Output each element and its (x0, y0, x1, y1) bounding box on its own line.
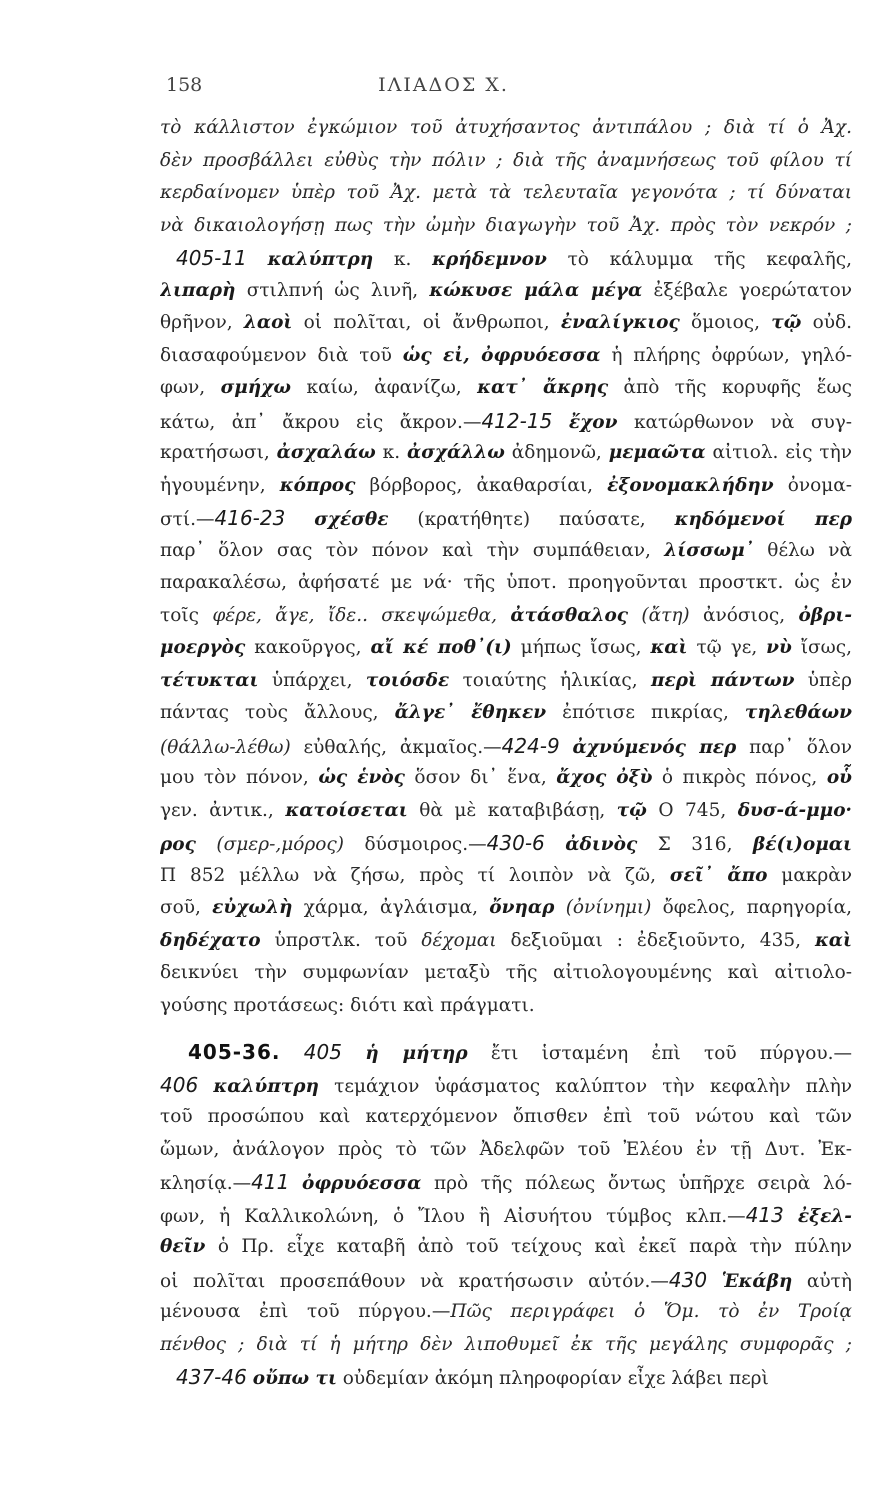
keyword: τῷ (771, 312, 802, 333)
keyword: ὡς εἰ, ὀφρυόεσσα (402, 344, 601, 366)
italic-text: (θάλλω-λέθω) (160, 736, 291, 758)
text: ὀνομα- (773, 474, 852, 496)
text-line (160, 795, 852, 828)
text: δύσμοιρος.— (343, 834, 487, 855)
text-line (160, 925, 852, 958)
keyword: ἀχνύμενός περ (572, 736, 737, 758)
text: κατώρθωνον νὰ συγ- (617, 411, 852, 433)
keyword: εὐχωλὴ (212, 897, 293, 918)
text: μου τὸν πόνον, (160, 767, 319, 788)
text-line (160, 112, 852, 145)
line-reference: 424-9 (501, 733, 560, 758)
page-header (0, 74, 887, 104)
text-line (160, 1264, 852, 1297)
text: ἀπὸ τῆς κορυφῆς ἕως (608, 377, 852, 398)
text: τὸ κάλυμμα τῆς κεφαλῆς, (546, 249, 852, 270)
line-reference: 430-6 (486, 831, 545, 855)
keyword: λιπαρὴ (160, 279, 236, 301)
text: δεικνύει τὴν συμφωνίαν μεταξὺ τῆς αἰτιολογουμένης καὶ αἰτιολο- (160, 962, 852, 983)
keyword: αἴ κέ ποθ᾽(ι) (370, 637, 512, 658)
text-line (160, 1361, 852, 1394)
text (280, 1043, 303, 1064)
text: καίω, ἀφανίζω, (291, 377, 478, 398)
text: θέλω νὰ (753, 539, 852, 561)
text: μήπως ἴσως, (511, 637, 651, 658)
text: χάρμα, ἀγλάισμα, (292, 897, 490, 918)
keyword: κατοίσεται (285, 799, 408, 821)
text: ὄφελος, παρηγορία, (651, 897, 852, 918)
text-line (160, 1134, 852, 1167)
text-line (160, 600, 852, 633)
keyword: νὺ (766, 637, 792, 658)
text: οὐδεμίαν ἀκόμη πληροφορίαν εἶχε λάβει περὶ (336, 1368, 769, 1389)
text-line (160, 242, 852, 275)
text (497, 605, 510, 626)
italic-text: (ἄτη) (641, 604, 690, 626)
text: οἱ πολῖται, οἱ ἄνθρωποι, (292, 312, 561, 333)
keyword: σεῖ᾽ ἄπο (669, 864, 768, 886)
keyword: ὀφρυόεσσα (301, 1173, 422, 1194)
text (545, 834, 565, 855)
text: στί.— (160, 509, 215, 530)
text: Ο 745, (646, 799, 738, 821)
text (342, 1043, 365, 1064)
text: (κρατήθητε) παύσατε, (388, 509, 675, 530)
text: ἀδημονῶ, (504, 442, 609, 463)
text: ἔτι ἱσταμένη ἐπὶ τοῦ πύργου.— (467, 1043, 852, 1064)
text: Π 852 μέλλω νὰ ζήσω, πρὸς τί λοιπὸν νὰ ζῶ, (160, 864, 670, 886)
text-line (160, 145, 852, 178)
commentary-text (160, 112, 852, 1394)
text-line (160, 1166, 852, 1199)
text-line (160, 1329, 852, 1362)
text: ὅμοιος, (679, 312, 772, 333)
text-line (160, 1199, 852, 1232)
paragraph-gap (160, 1022, 852, 1036)
text: τοιαύτης ἡλικίας, (449, 669, 651, 691)
text (628, 605, 641, 626)
text-line (160, 860, 852, 893)
text-line (160, 275, 852, 308)
line-reference: 405 (303, 1040, 342, 1064)
text: σοῦ, (160, 897, 213, 918)
italic-text: (ὀνίνημι) (565, 897, 652, 918)
text: φων, ἡ Καλλικολώνη, ὁ Ἴλου ἢ Αἰσυήτου τύμβος κλπ.— (160, 1205, 746, 1227)
text (784, 1206, 798, 1227)
keyword: ἄλγε᾽ ἔθηκεν (394, 702, 547, 723)
italic-text: (σμερ-,μόρος) (216, 834, 344, 855)
text: θὰ μὲ καταβιβάσῃ, (407, 799, 617, 821)
line-reference: 412-15 (481, 408, 553, 433)
page-number: 158 (166, 74, 203, 96)
keyword: ἔχον (568, 411, 618, 433)
keyword: κόπρος (279, 474, 356, 496)
text: ἀνόσιος, (689, 604, 799, 626)
italic-text: Πῶς περιγράφει ὁ Ὅμ. τὸ ἐν Τροίᾳ (450, 1301, 852, 1322)
keyword: ἡ μήτηρ (365, 1043, 468, 1064)
text: παρ᾽ ὅλον (736, 736, 852, 758)
text: ὁ πικρὸς πόνος, (652, 767, 827, 788)
text (552, 412, 569, 433)
italic-text: πένθος ; διὰ τί ἡ μήτηρ δὲν λιποθυμεῖ ἐκ τῆς μεγάλης συμφορᾶς ; (160, 1333, 852, 1355)
text-line (160, 730, 852, 763)
text: ὑπάρχει, (258, 669, 366, 691)
text: αἰτιολ. εἰς τὴν (705, 442, 852, 463)
italic-text: νὰ δικαιολογήσῃ πως τὴν ὠμὴν διαγωγὴν τοῦ Ἀχ. πρὸς τὸν νεκρόν ; (160, 214, 852, 236)
keyword: οὗ (826, 767, 852, 788)
text: ἡγουμένην, (160, 474, 280, 496)
text (247, 249, 268, 270)
text: κ. (373, 249, 433, 270)
keyword: ἀσχαλάω (276, 442, 376, 463)
text (554, 897, 565, 918)
text: οἱ πολῖται προσεπάθουν νὰ κρατήσωσιν αὐτόν.— (160, 1270, 669, 1292)
text: τοῖς (160, 604, 213, 626)
text: τῷ γε, (687, 637, 767, 658)
text-line (160, 405, 852, 438)
keyword: τοιόσδε (365, 669, 450, 691)
text: ὤμων, ἀνάλογον πρὸς τὸ τῶν Ἀδελφῶν τοῦ Ἐλέου ἐν τῇ Δυτ. Ἐκ- (160, 1138, 852, 1160)
text: ὑπὲρ (794, 669, 852, 691)
italic-text: φέρε, ἄγε, ἴδε.. σκεψώμεθα, (212, 604, 498, 626)
line-reference: 405-11 (176, 246, 247, 270)
keyword: κώκυσε μάλα μέγα (429, 279, 643, 301)
text: διασαφούμενον διὰ τοῦ (160, 344, 403, 366)
keyword: καλύπτρη (267, 249, 374, 270)
text: κ. (375, 442, 407, 463)
text: κρατήσωσι, (160, 442, 277, 463)
text-line (160, 697, 852, 730)
italic-text: δὲν προσβάλλει εὐθὺς τὴν πόλιν ; διὰ τῆς ἀναμνήσεως τοῦ φίλου τί (160, 149, 852, 171)
text: γούσης προτάσεως: διότι καὶ πράγματι. (160, 994, 535, 1016)
keyword: δηδέχατο (160, 929, 261, 951)
keyword: λαοὶ (243, 312, 293, 333)
text-line (160, 827, 852, 860)
text (196, 834, 216, 855)
text: ὅσον δι᾽ ἕνα, (404, 767, 557, 788)
text-line (160, 372, 852, 405)
line-reference: 411 (251, 1170, 290, 1194)
text-line (160, 990, 852, 1023)
keyword: ἀσχάλλω (406, 442, 505, 463)
keyword: σμήχω (220, 377, 292, 398)
keyword: ἐναλίγκιος (560, 312, 680, 333)
text-line (160, 210, 852, 243)
text: ὁ Πρ. εἶχε καταβῆ ἀπὸ τοῦ τείχους καὶ ἐκεῖ παρὰ τὴν πύλην (205, 1236, 852, 1257)
text-line (160, 665, 852, 698)
text: οὐδ. (801, 312, 852, 333)
keyword: κηδόμενοί περ (674, 509, 852, 530)
text: παρακαλέσω, ἀφήσατέ με νά· τῆς ὑποτ. προηγοῦνται προστκτ. ὡς ἐν (160, 572, 852, 593)
text: τοῦ προσώπου καὶ κατερχόμενον ὄπισθεν ἐπὶ τοῦ νώτου καὶ τῶν (160, 1106, 852, 1127)
text: ἐξέβαλε γοερώτατον (642, 279, 852, 301)
text: βόρβορος, ἀκαθαρσίαι, (355, 474, 608, 496)
text: ἡ πλήρης ὀφρύων, γηλό- (600, 344, 852, 366)
text: τεμάχιον ὑφάσματος καλύπτον τὴν κεφαλὴν πλὴν (319, 1075, 852, 1097)
text: Σ 316, (637, 834, 753, 855)
text-line (160, 307, 852, 340)
text-line (160, 957, 852, 990)
text-line (160, 1296, 852, 1329)
section-heading: 405-36. (188, 1040, 281, 1064)
text-line (160, 340, 852, 373)
text: κλησίᾳ.— (160, 1173, 252, 1194)
keyword: ἐξελ- (797, 1205, 852, 1227)
text: φων, (160, 377, 221, 398)
text: δεξιοῦμαι : ἐδεξιοῦντο, 435, (496, 929, 815, 951)
text: ἐπότισε πικρίας, (546, 702, 745, 723)
text (560, 737, 573, 758)
keyword: δυσ-ά-μμο· (737, 799, 852, 821)
keyword: ρος (160, 834, 196, 855)
keyword: μεμαῶτα (608, 442, 706, 463)
text-line (160, 567, 852, 600)
text: θρῆνον, (160, 312, 244, 333)
text-line (160, 535, 852, 568)
text-line (160, 177, 852, 210)
text: μένουσα ἐπὶ τοῦ πύργου.— (160, 1301, 451, 1322)
keyword: περὶ πάντων (650, 669, 795, 691)
keyword: ἄχος ὀξὺ (556, 767, 653, 788)
keyword: τέτυκται (160, 669, 259, 691)
text-line (160, 470, 852, 503)
keyword: καὶ (650, 637, 688, 658)
keyword: σχέσθε (314, 509, 389, 530)
line-reference: 413 (745, 1202, 784, 1227)
text: παρ᾽ ὅλον σας τὸν πόνον καὶ τὴν συμπάθειαν, (160, 539, 665, 561)
text: μακρὰν (767, 864, 852, 886)
keyword: ὀβρι- (798, 604, 852, 626)
keyword: λίσσωμ᾽ (664, 539, 754, 561)
running-head: ΙΛΙΑΔΟΣ Χ. (378, 74, 509, 96)
text (707, 1271, 722, 1292)
text: στιλπνή ὡς λινῆ, (235, 279, 430, 301)
keyword: οὔπω τι (252, 1368, 337, 1389)
text-line (160, 762, 852, 795)
text-line (160, 437, 852, 470)
text: πρὸ τῆς πόλεως ὄντως ὑπῆρχε σειρὰ λό- (421, 1173, 852, 1194)
keyword: ὡς ἑνὸς (318, 767, 405, 788)
text-line (160, 1101, 852, 1134)
text: αὐτὴ (792, 1270, 852, 1292)
text (198, 1076, 213, 1097)
text: ὑπρστλκ. τοῦ (260, 929, 422, 951)
text: γεν. ἀντικ., (160, 799, 286, 821)
text-line (160, 1069, 852, 1102)
text: κάτω, ἀπ᾽ ἄκρου εἰς ἄκρον.— (160, 411, 482, 433)
keyword: ἀτάσθαλος (510, 604, 629, 626)
text: πάντας τοὺς ἄλλους, (160, 702, 395, 723)
keyword: κατ᾽ ἄκρης (477, 377, 609, 398)
keyword: τηλεθάων (744, 702, 852, 723)
keyword: ὄνηαρ (489, 897, 555, 918)
keyword: θεῖν (160, 1236, 206, 1257)
text: ἴσως, (791, 637, 852, 658)
line-reference: 430 (668, 1267, 708, 1292)
text-line (160, 502, 852, 535)
keyword: καὶ (814, 929, 852, 951)
keyword: Ἑκάβη (721, 1270, 793, 1292)
keyword: βέ(ι)ομαι (752, 834, 852, 855)
keyword: ἀδινὸς (565, 834, 638, 855)
text: κακοῦργος, (245, 637, 371, 658)
text-line (160, 632, 852, 665)
keyword: μοεργὸς (160, 637, 246, 658)
line-reference: 406 (160, 1072, 199, 1097)
italic-text: δέχομαι (421, 929, 497, 951)
text-line (160, 892, 852, 925)
text (285, 509, 314, 530)
text (289, 1173, 302, 1194)
keyword: κρήδεμνον (432, 249, 547, 270)
italic-text: κερδαίνομεν ὑπὲρ τοῦ Ἀχ. μετὰ τὰ τελευταῖα γεγονότα ; τί δύναται (160, 182, 852, 203)
keyword: καλύπτρη (213, 1075, 320, 1097)
line-reference: 416-23 (214, 506, 286, 530)
line-reference: 437-46 (176, 1365, 247, 1389)
text: εὐθαλής, ἀκμαῖος.— (290, 736, 502, 758)
keyword: τῷ (616, 799, 647, 821)
italic-text: τὸ κάλλιστον ἐγκώμιον τοῦ ἀτυχήσαντος ἀντιπάλου ; διὰ τί ὁ Ἀχ. (160, 117, 852, 138)
text-line (160, 1231, 852, 1264)
text-line (160, 1036, 852, 1069)
keyword: ἐξονομακλήδην (607, 474, 774, 496)
